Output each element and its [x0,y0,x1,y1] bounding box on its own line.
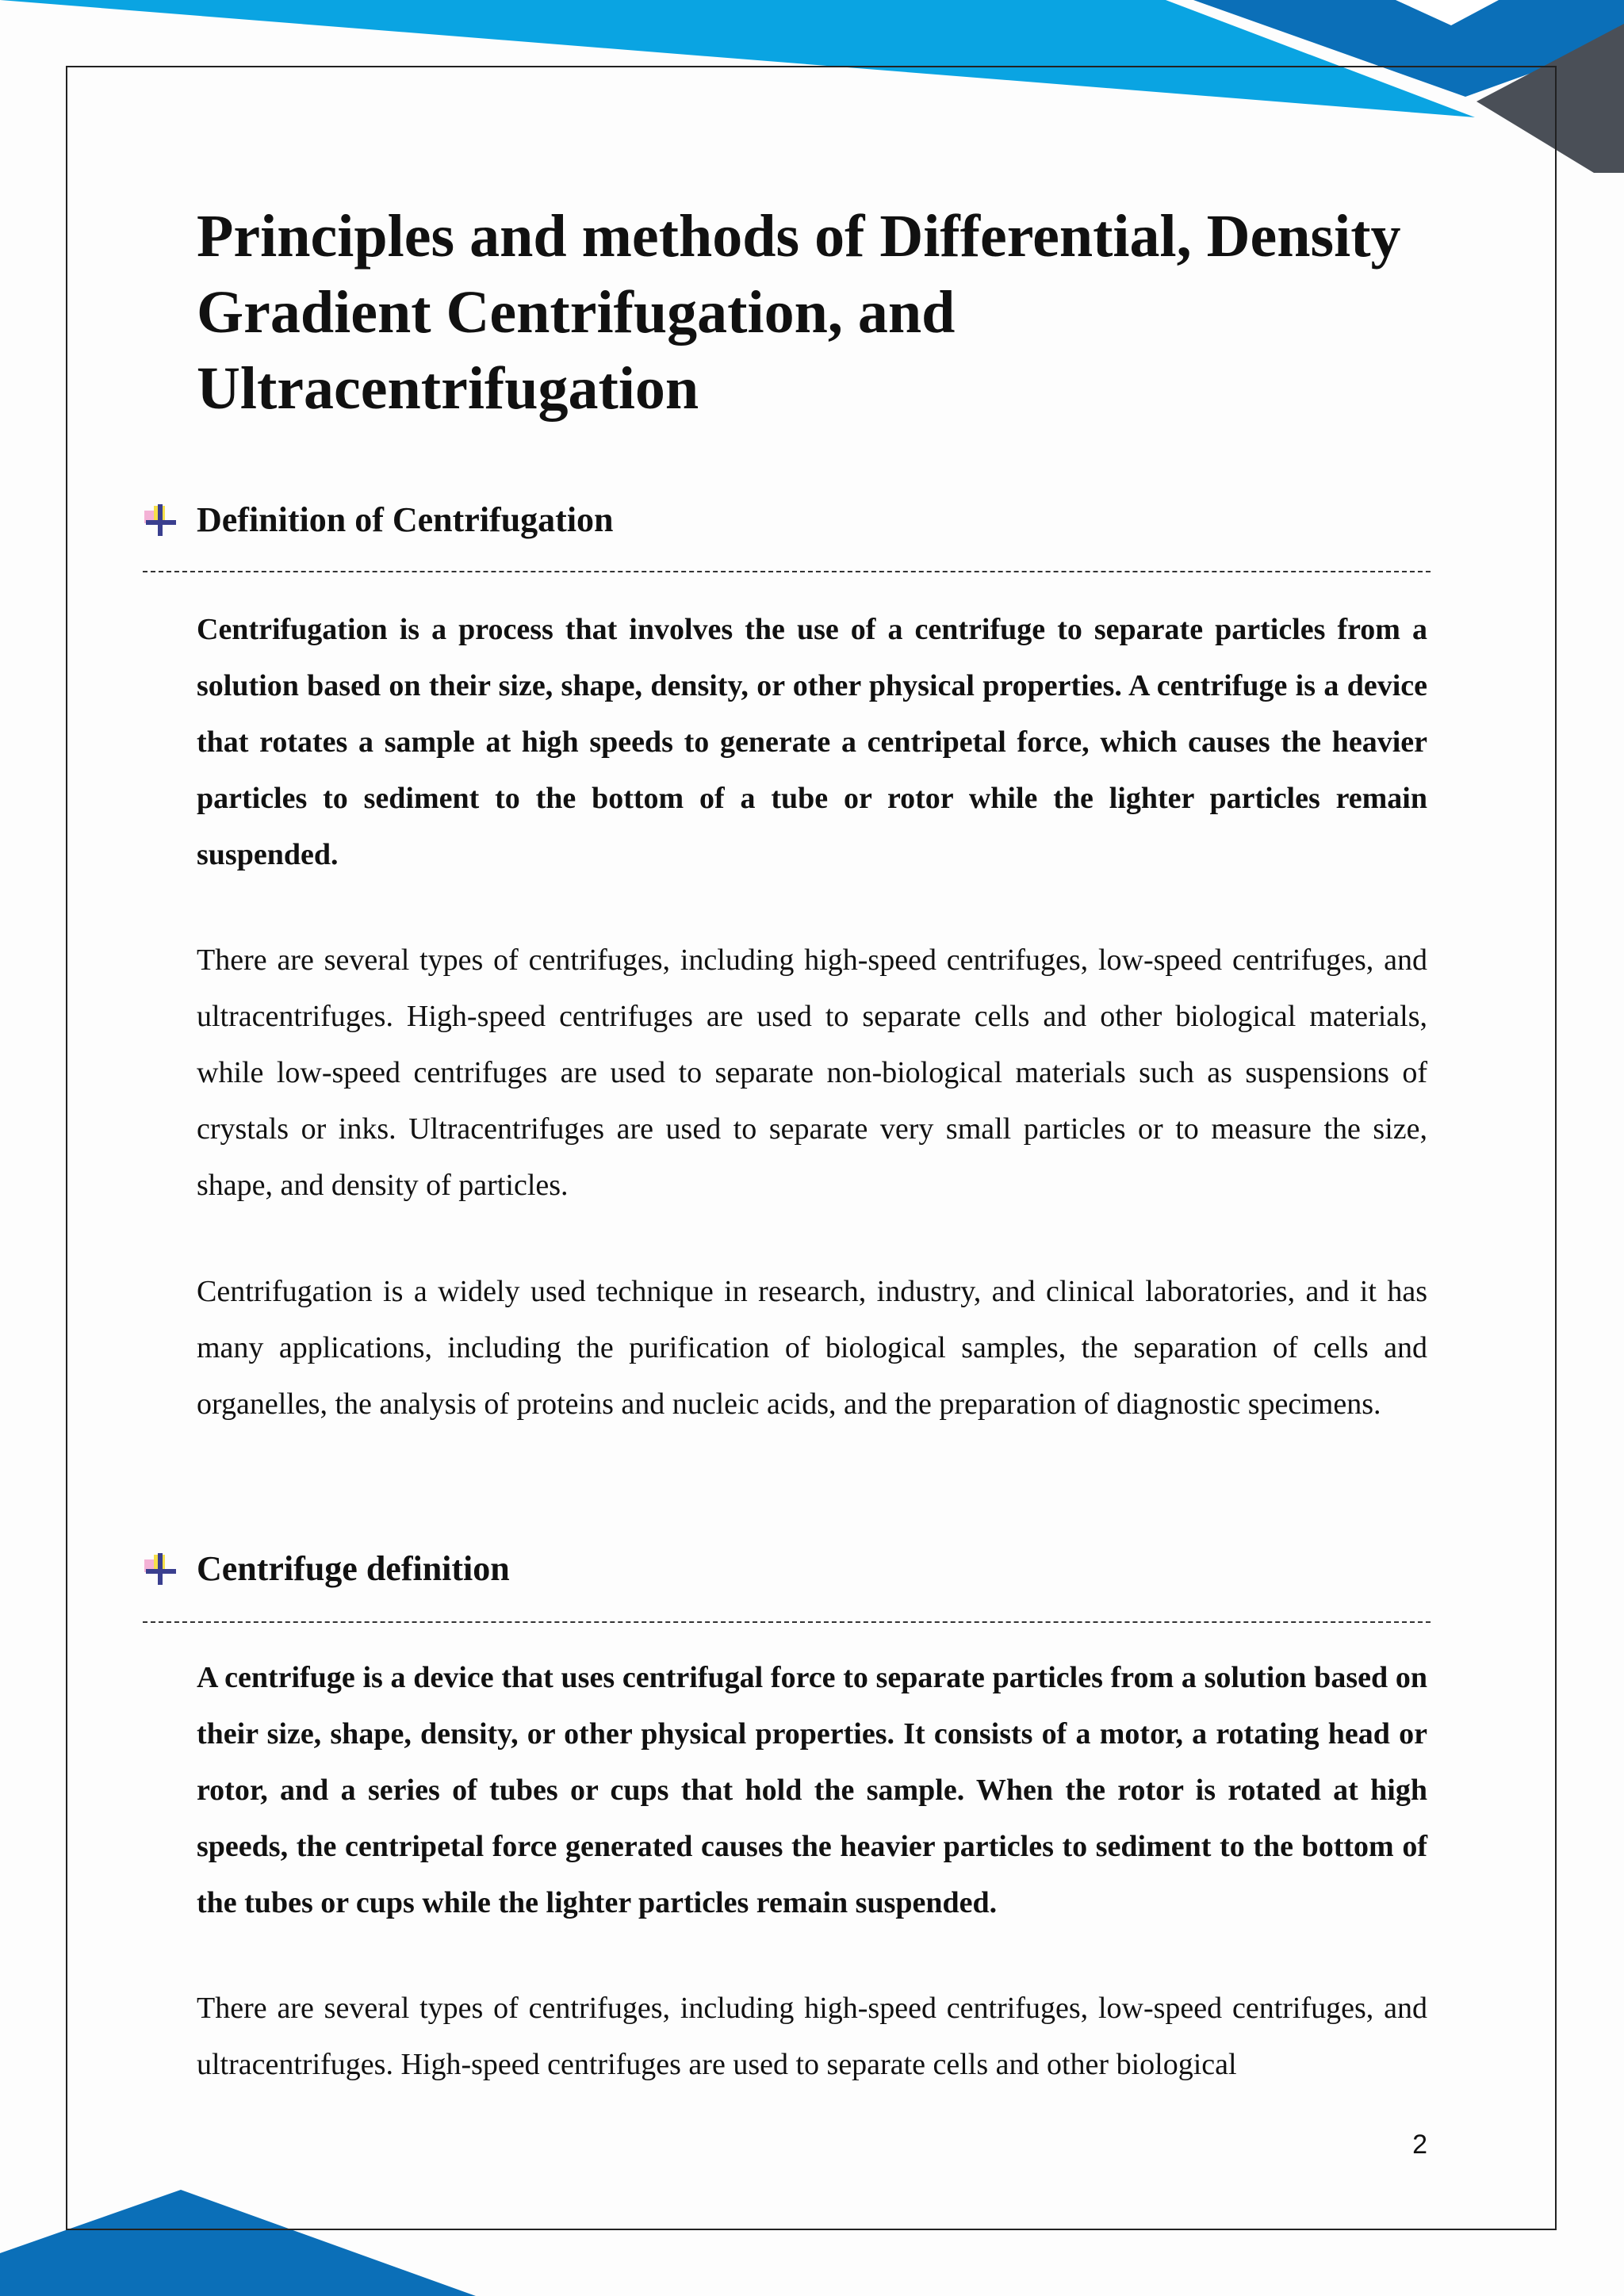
paragraph: Centrifugation is a widely used technique in research, industry, and clinical laboratories, and it has many applications, including the purification of biological samples, the separation of cells and organelles, the analysis of proteins and nucleic acids, and the preparation of diagnostic specimens. [197,1275,1427,1421]
section-heading-label: Centrifuge definition [197,1549,510,1588]
paragraph: There are several types of centrifuges, including high-speed centrifuges, low-speed centrifuges, and ultracentrifuges. High-speed centrifuges are used to separate cells and other biological materials, while low-speed centrifuges are used to separate non-biological materials such as suspensions of crystals or inks. Ultracentrifuges are used to separate very small particles or to measure the size, shape, and density of particles. [197,943,1427,1202]
document-title: Principles and methods of Differential, Density Gradient Centrifugation, and Ultracentrifugation [197,203,1401,422]
section-heading-label: Definition of Centrifugation [197,500,614,539]
paragraph: Centrifugation is a process that involves the use of a centrifuge to separate particles from a solution based on their size, shape, density, or other physical properties. A centrifuge is a device that rotates a sample at high speeds to generate a centripetal force, which causes the heavier particles to sediment to the bottom of a tube or rotor while the lighter particles remain suspended. [197,613,1427,871]
paragraph: There are several types of centrifuges, including high-speed centrifuges, low-speed centrifuges, and ultracentrifuges. High-speed centrifuges are used to separate cells and other biological [197,1992,1427,2081]
bullet-cross-icon [143,1553,178,1585]
bullet-cross-icon [143,504,178,536]
section-divider [143,571,1431,572]
section-divider [143,1621,1431,1623]
page-number: 2 [1412,2130,1427,2160]
section-heading-centrifuge-definition [143,1545,1435,1593]
paragraph: A centrifuge is a device that uses centrifugal force to separate particles from a solution based on their size, shape, density, or other physical properties. It consists of a motor, a rotating head or rotor, and a series of tubes or cups that hold the sample. When the rotor is rotated at high speeds, the centripetal force generated causes the heavier particles to sediment to the bottom of the tubes or cups while the lighter particles remain suspended. [197,1661,1427,1919]
section-heading-definition-of-centrifugation [143,496,1435,544]
